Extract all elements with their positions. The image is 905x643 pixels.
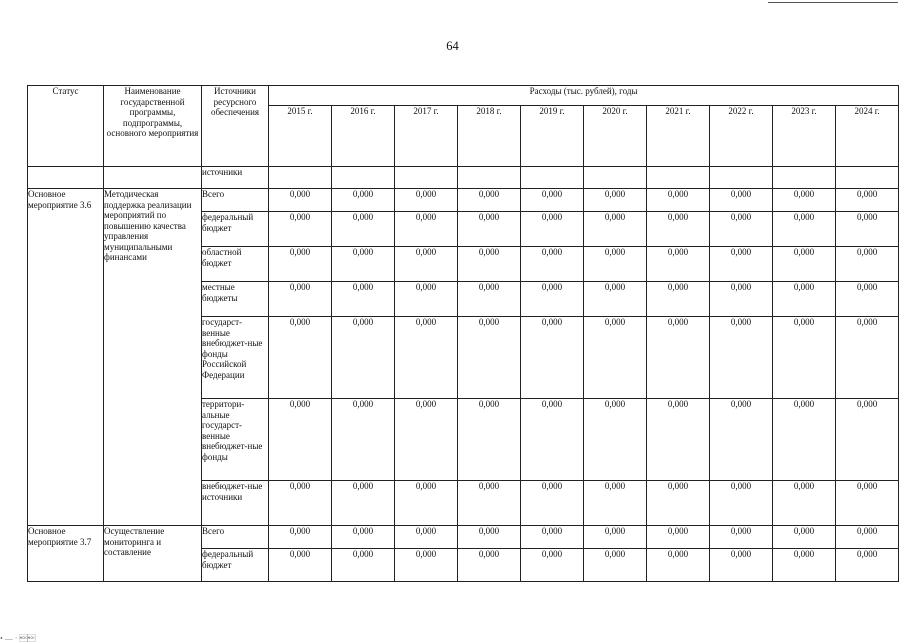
value-cell: 0,000 <box>521 481 584 526</box>
value-cell <box>269 167 332 189</box>
value-cell: 0,000 <box>584 247 647 282</box>
header-sources: Источники ресурсного обеспечения <box>202 86 269 167</box>
value-cell: 0,000 <box>332 549 395 582</box>
value-cell: 0,000 <box>710 282 773 317</box>
header-name: Наименование государственной программы, подпрограммы, основного мероприятия <box>104 86 202 167</box>
source-cell: федеральный бюджет <box>202 212 269 247</box>
value-cell: 0,000 <box>395 549 458 582</box>
value-cell: 0,000 <box>521 189 584 212</box>
table-header <box>28 86 899 167</box>
value-cell: 0,000 <box>773 247 836 282</box>
value-cell: 0,000 <box>269 247 332 282</box>
value-cell: 0,000 <box>458 526 521 549</box>
value-cell: 0,000 <box>395 481 458 526</box>
value-cell: 0,000 <box>458 282 521 317</box>
value-cell: 0,000 <box>395 212 458 247</box>
value-cell: 0,000 <box>647 526 710 549</box>
value-cell: 0,000 <box>584 317 647 399</box>
value-cell: 0,000 <box>647 399 710 481</box>
header-status: Статус <box>28 86 104 167</box>
value-cell: 0,000 <box>647 317 710 399</box>
value-cell <box>521 167 584 189</box>
source-cell: местные бюджеты <box>202 282 269 317</box>
value-cell: 0,000 <box>647 549 710 582</box>
value-cell: 0,000 <box>773 481 836 526</box>
table-row <box>28 167 899 189</box>
status-cell: Основное мероприятие 3.7 <box>28 526 104 582</box>
value-cell: 0,000 <box>584 189 647 212</box>
value-cell: 0,000 <box>773 189 836 212</box>
value-cell: 0,000 <box>332 189 395 212</box>
value-cell: 0,000 <box>584 399 647 481</box>
value-cell: 0,000 <box>269 282 332 317</box>
source-cell: областной бюджет <box>202 247 269 282</box>
value-cell: 0,000 <box>521 247 584 282</box>
value-cell: 0,000 <box>395 399 458 481</box>
budget-table <box>27 85 899 582</box>
value-cell: 0,000 <box>332 526 395 549</box>
value-cell: 0,000 <box>710 247 773 282</box>
value-cell: 0,000 <box>584 549 647 582</box>
value-cell: 0,000 <box>332 399 395 481</box>
source-cell: территори-альные государст-венные внебюджет-ные фонды <box>202 399 269 481</box>
value-cell: 0,000 <box>269 189 332 212</box>
value-cell: 0,000 <box>773 282 836 317</box>
value-cell: 0,000 <box>710 399 773 481</box>
value-cell: 0,000 <box>269 399 332 481</box>
value-cell: 0,000 <box>836 247 899 282</box>
status-cell <box>28 167 104 189</box>
header-year: 2018 г. <box>458 106 521 167</box>
value-cell: 0,000 <box>458 189 521 212</box>
value-cell: 0,000 <box>332 247 395 282</box>
table-row <box>28 526 899 549</box>
value-cell: 0,000 <box>521 282 584 317</box>
value-cell: 0,000 <box>584 282 647 317</box>
value-cell: 0,000 <box>395 526 458 549</box>
value-cell: 0,000 <box>458 549 521 582</box>
value-cell: 0,000 <box>269 549 332 582</box>
value-cell: 0,000 <box>332 317 395 399</box>
value-cell: 0,000 <box>773 549 836 582</box>
value-cell <box>710 167 773 189</box>
value-cell: 0,000 <box>773 212 836 247</box>
value-cell: 0,000 <box>773 526 836 549</box>
value-cell: 0,000 <box>836 526 899 549</box>
name-cell: Методическая поддержка реализации мероприятий по повышению качества управления муниципальными финансами <box>104 189 202 526</box>
value-cell: 0,000 <box>395 317 458 399</box>
value-cell: 0,000 <box>647 282 710 317</box>
value-cell: 0,000 <box>710 189 773 212</box>
value-cell: 0,000 <box>836 549 899 582</box>
source-cell: Всего <box>202 189 269 212</box>
value-cell: 0,000 <box>458 317 521 399</box>
value-cell: 0,000 <box>647 247 710 282</box>
value-cell: 0,000 <box>521 549 584 582</box>
header-year: 2020 г. <box>584 106 647 167</box>
header-year: 2015 г. <box>269 106 332 167</box>
value-cell: 0,000 <box>269 481 332 526</box>
value-cell: 0,000 <box>395 189 458 212</box>
value-cell: 0,000 <box>710 481 773 526</box>
value-cell: 0,000 <box>710 212 773 247</box>
bottom-fragment: • — ·  <box>0 634 36 643</box>
value-cell: 0,000 <box>269 317 332 399</box>
source-cell: источники <box>202 167 269 189</box>
value-cell: 0,000 <box>521 317 584 399</box>
value-cell: 0,000 <box>836 399 899 481</box>
value-cell: 0,000 <box>836 282 899 317</box>
value-cell: 0,000 <box>269 212 332 247</box>
header-year: 2019 г. <box>521 106 584 167</box>
value-cell: 0,000 <box>584 212 647 247</box>
header-year: 2022 г. <box>710 106 773 167</box>
value-cell: 0,000 <box>332 481 395 526</box>
value-cell: 0,000 <box>521 212 584 247</box>
value-cell: 0,000 <box>521 526 584 549</box>
value-cell: 0,000 <box>395 282 458 317</box>
source-cell: федеральный бюджет <box>202 549 269 582</box>
value-cell: 0,000 <box>584 481 647 526</box>
value-cell: 0,000 <box>710 526 773 549</box>
header-year: 2024 г. <box>836 106 899 167</box>
source-cell: Всего <box>202 526 269 549</box>
table-row <box>28 189 899 212</box>
source-cell: государст-венные внебюджет-ные фонды Российской Федерации <box>202 317 269 399</box>
value-cell: 0,000 <box>521 399 584 481</box>
value-cell <box>332 167 395 189</box>
header-year: 2023 г. <box>773 106 836 167</box>
value-cell: 0,000 <box>836 212 899 247</box>
value-cell: 0,000 <box>395 247 458 282</box>
value-cell: 0,000 <box>584 526 647 549</box>
value-cell: 0,000 <box>773 399 836 481</box>
value-cell <box>458 167 521 189</box>
value-cell: 0,000 <box>332 282 395 317</box>
value-cell: 0,000 <box>458 399 521 481</box>
status-cell: Основное мероприятие 3.6 <box>28 189 104 526</box>
value-cell: 0,000 <box>773 317 836 399</box>
value-cell: 0,000 <box>269 526 332 549</box>
header-expenses: Расходы (тыс. рублей), годы <box>269 86 899 106</box>
name-cell: Осуществление мониторинга и составление <box>104 526 202 582</box>
value-cell: 0,000 <box>647 212 710 247</box>
value-cell <box>836 167 899 189</box>
value-cell: 0,000 <box>836 481 899 526</box>
source-cell: внебюджет-ные источники <box>202 481 269 526</box>
value-cell: 0,000 <box>458 481 521 526</box>
header-year: 2017 г. <box>395 106 458 167</box>
value-cell: 0,000 <box>458 247 521 282</box>
value-cell <box>395 167 458 189</box>
header-year: 2016 г. <box>332 106 395 167</box>
table-body <box>28 167 899 582</box>
header-year: 2021 г. <box>647 106 710 167</box>
value-cell: 0,000 <box>647 189 710 212</box>
value-cell: 0,000 <box>332 212 395 247</box>
value-cell: 0,000 <box>710 317 773 399</box>
value-cell <box>584 167 647 189</box>
value-cell: 0,000 <box>836 189 899 212</box>
value-cell: 0,000 <box>836 317 899 399</box>
value-cell: 0,000 <box>710 549 773 582</box>
value-cell: 0,000 <box>458 212 521 247</box>
page-number: 64 <box>446 39 459 53</box>
value-cell <box>647 167 710 189</box>
name-cell <box>104 167 202 189</box>
top-rule <box>768 2 898 3</box>
value-cell: 0,000 <box>647 481 710 526</box>
value-cell <box>773 167 836 189</box>
